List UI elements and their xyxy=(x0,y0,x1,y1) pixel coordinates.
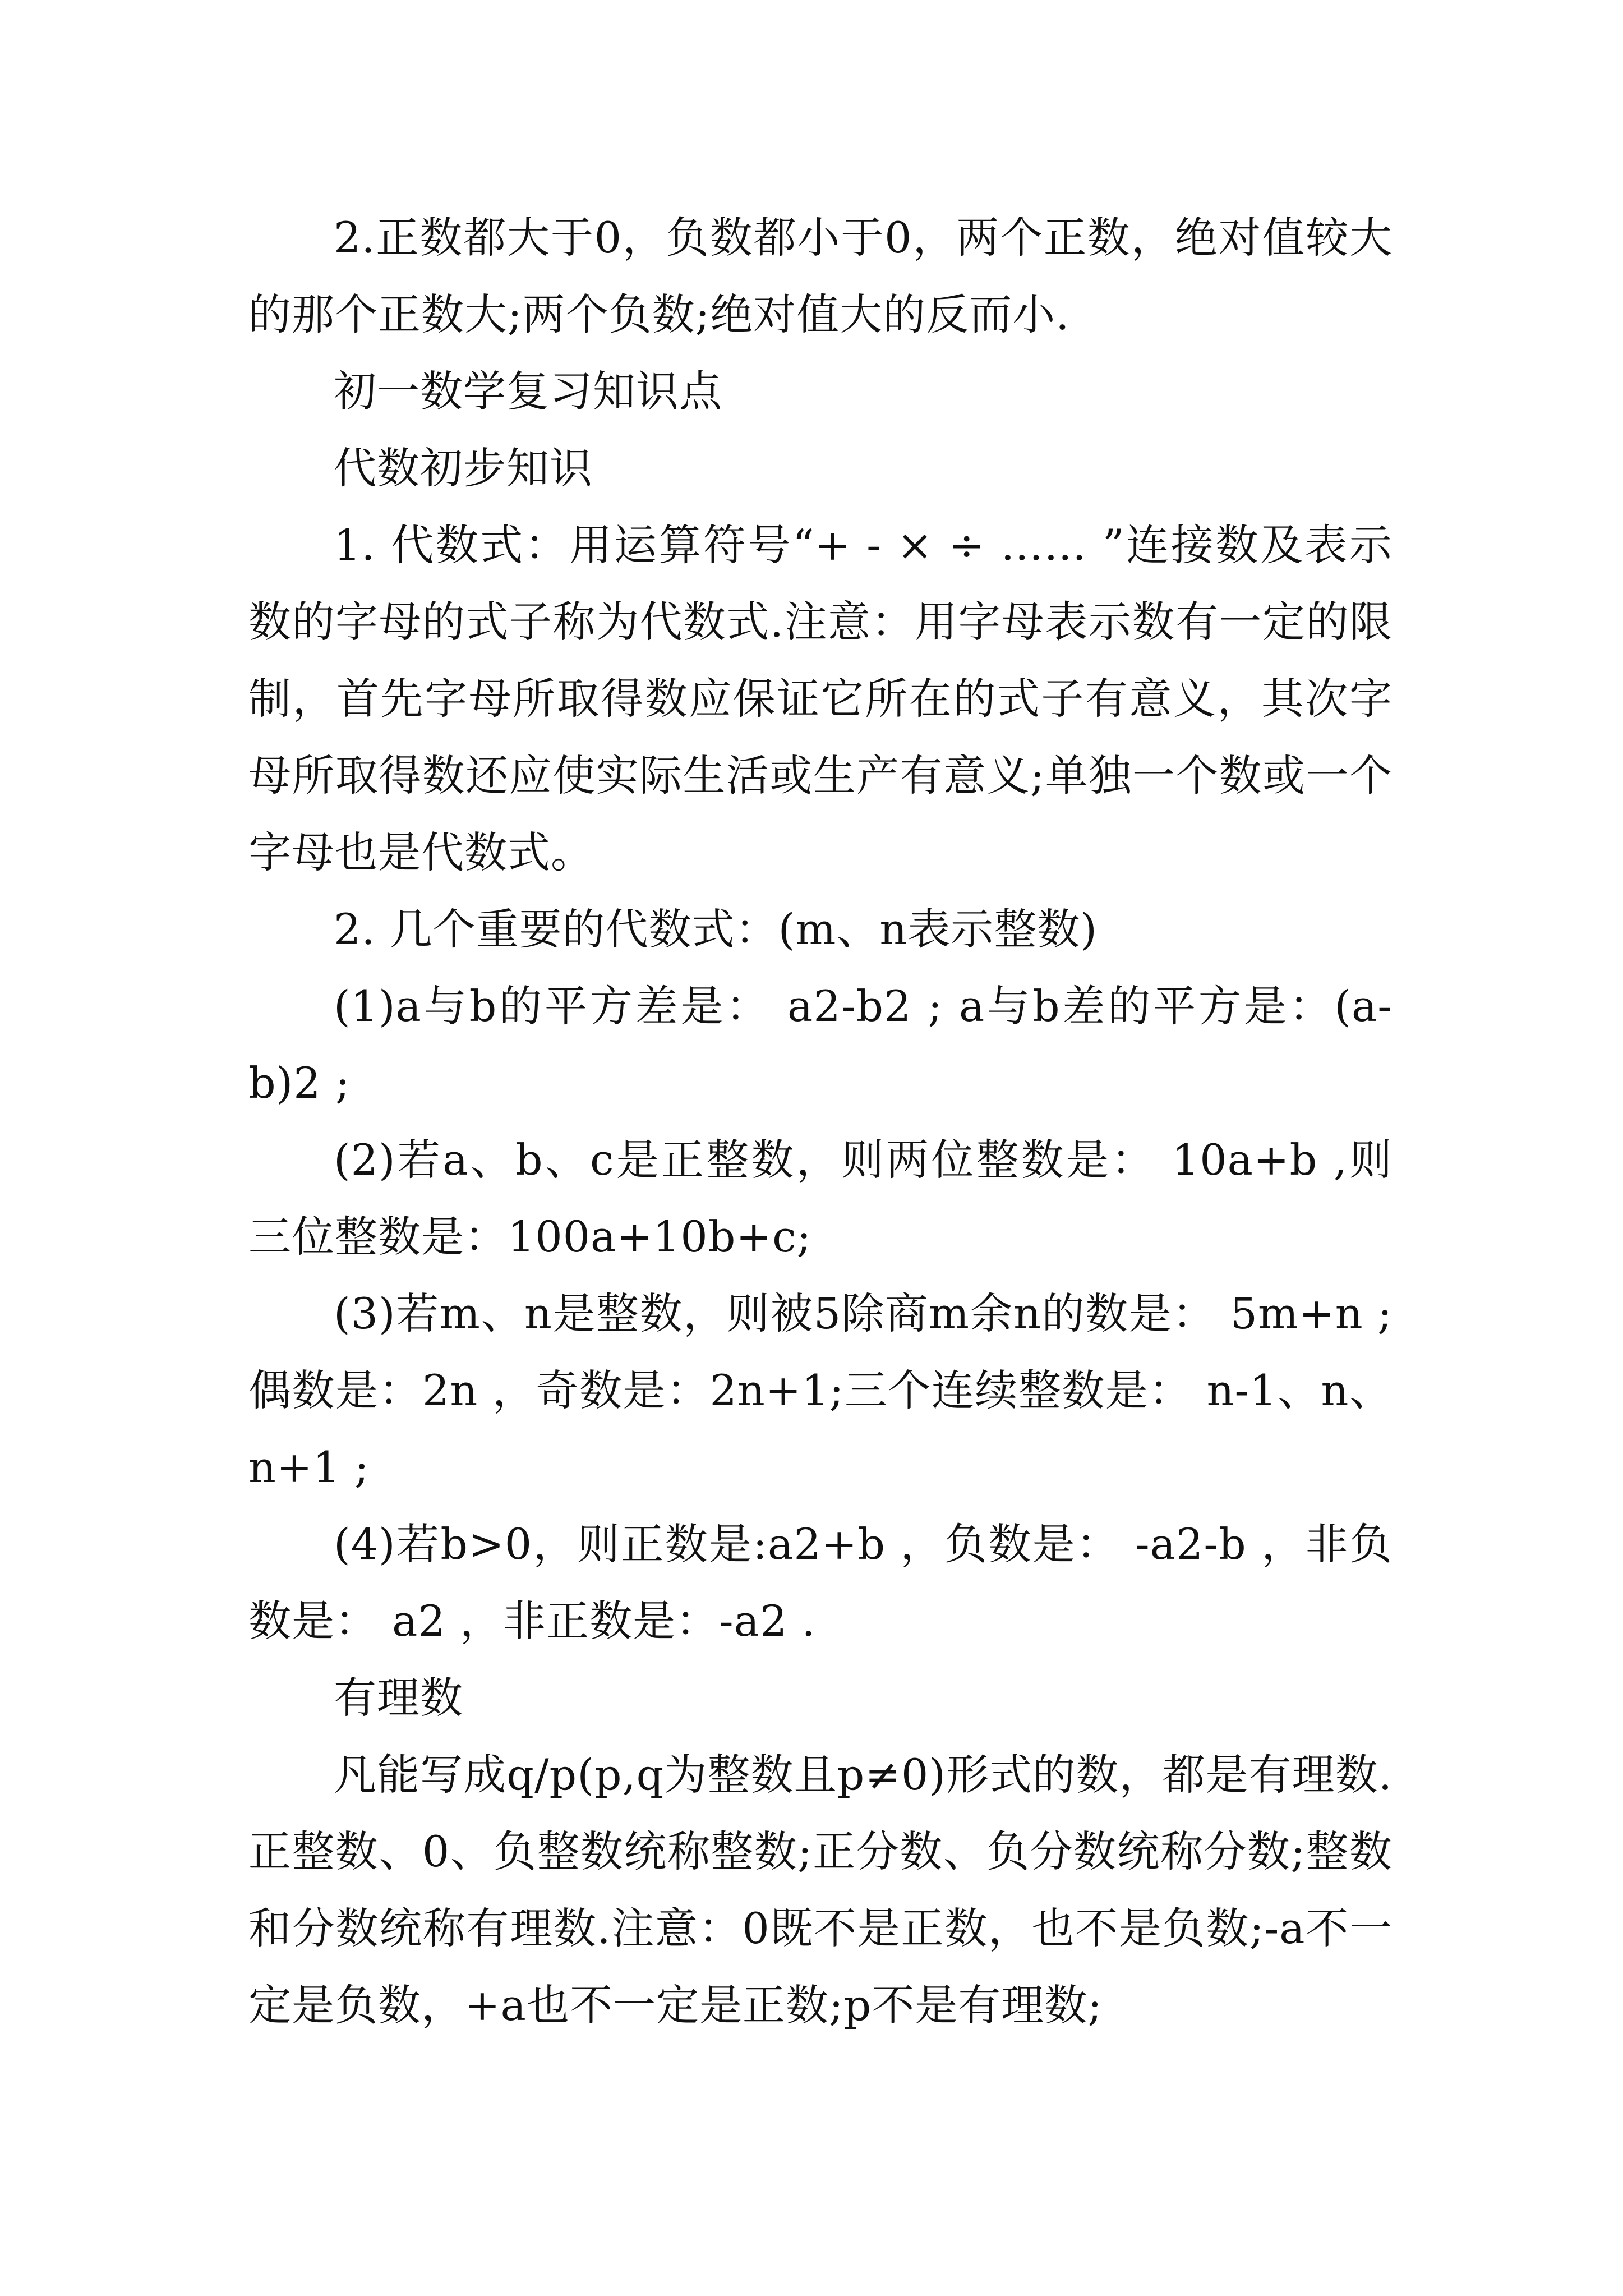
document-page xyxy=(248,199,1393,2044)
paragraph-important-expressions: 2. 几个重要的代数式：(m、n表示整数) xyxy=(334,904,1098,954)
heading-rational-numbers: 有理数 xyxy=(334,1673,463,1723)
heading-review-points: 初一数学复习知识点 xyxy=(334,366,722,416)
paragraph-rational-definition: 凡能写成q/p(p,q为整数且p≠0)形式的数，都是有理数.正整数、0、负整数统称整数;正分数、负分数统称分数;整数和分数统称有理数.注意：0既不是正数，也不是负数;-a不一定是负数，+a也不一定是正数;p不是有理数; xyxy=(248,1750,1393,2030)
paragraph-item-4: (4)若b>0，则正数是:a2+b ，负数是： -a2-b ，非负数是： a2 ，非正数是：-a2 . xyxy=(248,1519,1393,1646)
heading-algebra-basics: 代数初步知识 xyxy=(334,443,593,493)
paragraph-item-1: (1)a与b的平方差是： a2-b2 ; a与b差的平方是：(a-b)2 ; xyxy=(248,981,1393,1108)
paragraph-positive-negative-compare: 2.正数都大于0，负数都小于0，两个正数，绝对值较大的那个正数大;两个负数;绝对值大的反而小. xyxy=(248,213,1393,339)
paragraph-algebraic-expression: 1. 代数式：用运算符号“+ - × ÷ …… ”连接数及表示数的字母的式子称为代数式.注意：用字母表示数有一定的限制，首先字母所取得数应保证它所在的式子有意义，其次字母所取得数还应使实际生活或生产有意义;单独一个数或一个字母也是代数式。 xyxy=(248,520,1393,877)
paragraph-item-2: (2)若a、b、c是正整数，则两位整数是： 10a+b ,则三位整数是：100a+10b+c; xyxy=(248,1135,1393,1262)
paragraph-item-3: (3)若m、n是整数，则被5除商m余n的数是： 5m+n ;偶数是：2n ，奇数是：2n+1;三个连续整数是： n-1、n、n+1 ; xyxy=(248,1289,1393,1492)
